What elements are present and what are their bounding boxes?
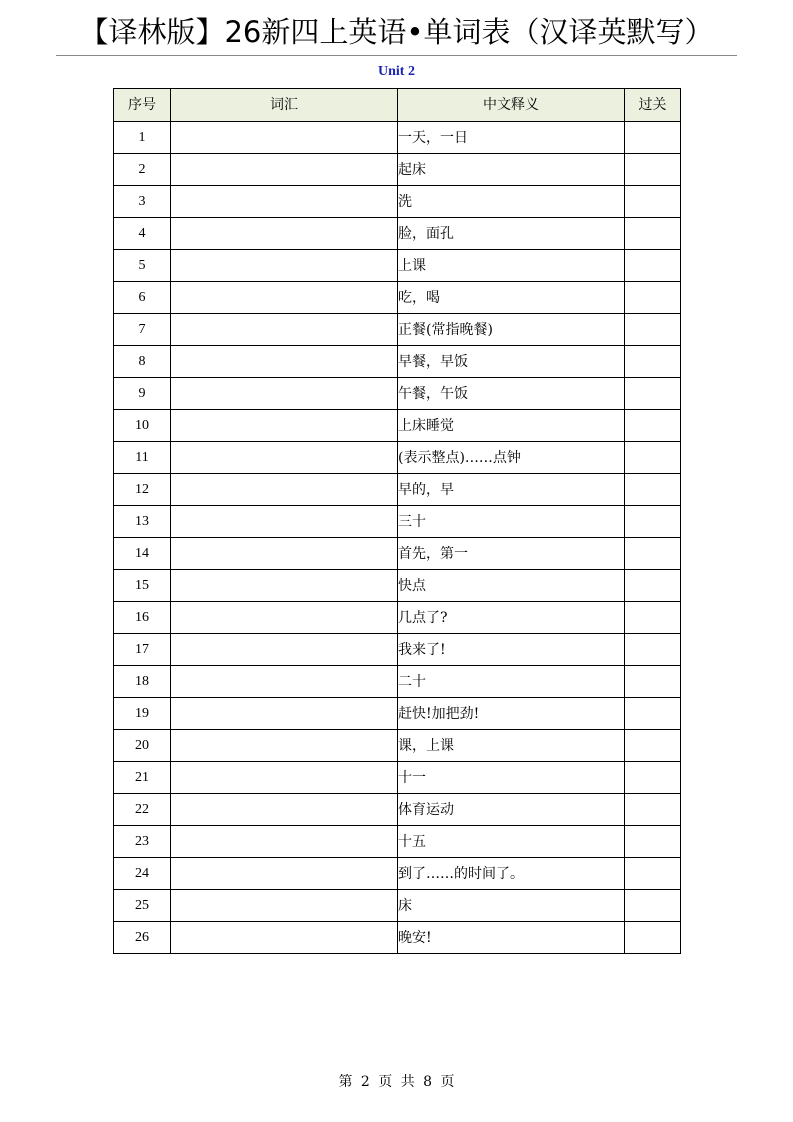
row-number: 22 — [114, 794, 171, 826]
word-answer-cell[interactable] — [171, 474, 398, 506]
row-number: 9 — [114, 378, 171, 410]
pass-check-cell[interactable] — [625, 826, 681, 858]
meaning-cell: 脸，面孔 — [398, 218, 625, 250]
meaning-cell: 体育运动 — [398, 794, 625, 826]
word-answer-cell[interactable] — [171, 794, 398, 826]
pass-check-cell[interactable] — [625, 602, 681, 634]
pass-check-cell[interactable] — [625, 314, 681, 346]
table-row — [114, 186, 681, 218]
table-row — [114, 858, 681, 890]
row-number: 23 — [114, 826, 171, 858]
vocabulary-table — [113, 88, 681, 954]
pass-check-cell[interactable] — [625, 666, 681, 698]
row-number: 1 — [114, 122, 171, 154]
meaning-cell: 上床睡觉 — [398, 410, 625, 442]
row-number: 17 — [114, 634, 171, 666]
row-number: 15 — [114, 570, 171, 602]
meaning-cell: 几点了? — [398, 602, 625, 634]
meaning-cell: 十一 — [398, 762, 625, 794]
table-row — [114, 282, 681, 314]
table-row — [114, 474, 681, 506]
table-row — [114, 538, 681, 570]
word-answer-cell[interactable] — [171, 826, 398, 858]
meaning-cell: 正餐(常指晚餐) — [398, 314, 625, 346]
word-answer-cell[interactable] — [171, 378, 398, 410]
row-number: 7 — [114, 314, 171, 346]
pass-check-cell[interactable] — [625, 218, 681, 250]
table-row — [114, 634, 681, 666]
word-answer-cell[interactable] — [171, 410, 398, 442]
meaning-cell: 一天，一日 — [398, 122, 625, 154]
word-answer-cell[interactable] — [171, 314, 398, 346]
row-number: 12 — [114, 474, 171, 506]
table-row — [114, 730, 681, 762]
word-answer-cell[interactable] — [171, 442, 398, 474]
meaning-cell: 起床 — [398, 154, 625, 186]
pass-check-cell[interactable] — [625, 250, 681, 282]
word-answer-cell[interactable] — [171, 762, 398, 794]
row-number: 21 — [114, 762, 171, 794]
table-header-row — [114, 89, 681, 122]
word-answer-cell[interactable] — [171, 250, 398, 282]
unit-heading: Unit 2 — [378, 64, 415, 79]
word-answer-cell[interactable] — [171, 218, 398, 250]
row-number: 25 — [114, 890, 171, 922]
row-number: 8 — [114, 346, 171, 378]
pass-check-cell[interactable] — [625, 122, 681, 154]
pass-check-cell[interactable] — [625, 698, 681, 730]
table-body — [114, 122, 681, 954]
meaning-cell: 课，上课 — [398, 730, 625, 762]
header-meaning: 中文释义 — [398, 89, 625, 122]
meaning-cell: 吃，喝 — [398, 282, 625, 314]
pass-check-cell[interactable] — [625, 474, 681, 506]
header-pass: 过关 — [625, 89, 681, 122]
meaning-cell: 早餐，早饭 — [398, 346, 625, 378]
meaning-cell: 上课 — [398, 250, 625, 282]
pass-check-cell[interactable] — [625, 154, 681, 186]
header-word: 词汇 — [171, 89, 398, 122]
row-number: 5 — [114, 250, 171, 282]
meaning-cell: 快点 — [398, 570, 625, 602]
word-answer-cell[interactable] — [171, 346, 398, 378]
table-row — [114, 602, 681, 634]
meaning-cell: (表示整点)……点钟 — [398, 442, 625, 474]
table-row — [114, 122, 681, 154]
pass-check-cell[interactable] — [625, 890, 681, 922]
table-row — [114, 826, 681, 858]
table-row — [114, 346, 681, 378]
table-row — [114, 890, 681, 922]
table-row — [114, 442, 681, 474]
word-answer-cell[interactable] — [171, 506, 398, 538]
meaning-cell: 洗 — [398, 186, 625, 218]
header-number: 序号 — [114, 89, 171, 122]
pass-check-cell[interactable] — [625, 570, 681, 602]
pass-check-cell[interactable] — [625, 762, 681, 794]
table-row — [114, 570, 681, 602]
row-number: 19 — [114, 698, 171, 730]
table-row — [114, 154, 681, 186]
word-answer-cell[interactable] — [171, 922, 398, 954]
table-row — [114, 314, 681, 346]
word-answer-cell[interactable] — [171, 730, 398, 762]
meaning-cell: 晚安! — [398, 922, 625, 954]
table-row — [114, 762, 681, 794]
pass-check-cell[interactable] — [625, 442, 681, 474]
word-answer-cell[interactable] — [171, 282, 398, 314]
word-answer-cell[interactable] — [171, 666, 398, 698]
table-row — [114, 794, 681, 826]
pass-check-cell[interactable] — [625, 538, 681, 570]
meaning-cell: 三十 — [398, 506, 625, 538]
pass-check-cell[interactable] — [625, 410, 681, 442]
pass-check-cell[interactable] — [625, 730, 681, 762]
pass-check-cell[interactable] — [625, 346, 681, 378]
table-row — [114, 410, 681, 442]
table-row — [114, 506, 681, 538]
row-number: 26 — [114, 922, 171, 954]
table-row — [114, 666, 681, 698]
pass-check-cell[interactable] — [625, 378, 681, 410]
table-row — [114, 250, 681, 282]
title-divider — [56, 55, 737, 56]
meaning-cell: 赶快!加把劲! — [398, 698, 625, 730]
word-answer-cell[interactable] — [171, 634, 398, 666]
table-row — [114, 378, 681, 410]
meaning-cell: 午餐，午饭 — [398, 378, 625, 410]
word-answer-cell[interactable] — [171, 858, 398, 890]
pass-check-cell[interactable] — [625, 922, 681, 954]
pass-check-cell[interactable] — [625, 794, 681, 826]
table-row — [114, 698, 681, 730]
row-number: 10 — [114, 410, 171, 442]
pass-check-cell[interactable] — [625, 282, 681, 314]
word-answer-cell[interactable] — [171, 570, 398, 602]
meaning-cell: 二十 — [398, 666, 625, 698]
word-answer-cell[interactable] — [171, 698, 398, 730]
pass-check-cell[interactable] — [625, 858, 681, 890]
meaning-cell: 床 — [398, 890, 625, 922]
row-number: 14 — [114, 538, 171, 570]
page-number: 第 2 页 共 8 页 — [338, 1074, 455, 1090]
row-number: 18 — [114, 666, 171, 698]
pass-check-cell[interactable] — [625, 634, 681, 666]
word-answer-cell[interactable] — [171, 186, 398, 218]
word-answer-cell[interactable] — [171, 890, 398, 922]
word-answer-cell[interactable] — [171, 154, 398, 186]
table-row — [114, 218, 681, 250]
row-number: 20 — [114, 730, 171, 762]
row-number: 2 — [114, 154, 171, 186]
meaning-cell: 我来了! — [398, 634, 625, 666]
word-answer-cell[interactable] — [171, 602, 398, 634]
meaning-cell: 十五 — [398, 826, 625, 858]
row-number: 24 — [114, 858, 171, 890]
meaning-cell: 到了……的时间了。 — [398, 858, 625, 890]
page-title: 【译林版】26新四上英语•单词表（汉译英默写） — [79, 15, 714, 49]
pass-check-cell[interactable] — [625, 506, 681, 538]
meaning-cell: 首先，第一 — [398, 538, 625, 570]
pass-check-cell[interactable] — [625, 186, 681, 218]
row-number: 3 — [114, 186, 171, 218]
row-number: 13 — [114, 506, 171, 538]
row-number: 11 — [114, 442, 171, 474]
table-row — [114, 922, 681, 954]
word-answer-cell[interactable] — [171, 122, 398, 154]
row-number: 4 — [114, 218, 171, 250]
meaning-cell: 早的，早 — [398, 474, 625, 506]
word-answer-cell[interactable] — [171, 538, 398, 570]
row-number: 6 — [114, 282, 171, 314]
row-number: 16 — [114, 602, 171, 634]
